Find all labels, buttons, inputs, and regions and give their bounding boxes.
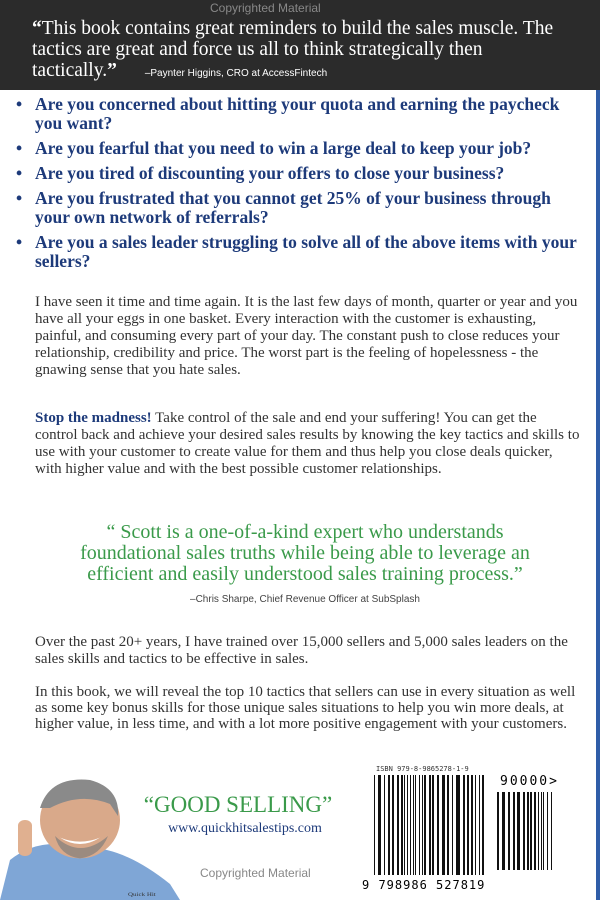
barcode-bar bbox=[463, 775, 465, 875]
shirt-logo: Quick Hit bbox=[128, 891, 156, 898]
price-barcode bbox=[497, 792, 553, 870]
barcode-bar bbox=[547, 792, 548, 870]
barcode-bar bbox=[419, 775, 420, 875]
barcode-bar bbox=[401, 775, 402, 875]
top-quote-text: This book contains great reminders to build the sales muscle. The tactics are great and force us all to think strategically then tactically. bbox=[32, 18, 554, 81]
barcode-bar bbox=[407, 775, 408, 875]
barcode-bar bbox=[388, 775, 389, 875]
barcode-bar bbox=[374, 775, 375, 875]
barcode-bar bbox=[467, 775, 469, 875]
mid-quote-text: “ Scott is a one-of-a-kind expert who understands foundational sales truths while being able to leverage an efficient and easily understood sales training process.” bbox=[80, 521, 530, 585]
edge-stripe bbox=[596, 90, 600, 900]
website-link[interactable]: www.quickhitsalestips.com bbox=[168, 821, 322, 836]
paragraph-3: Over the past 20+ years, I have trained over 15,000 sellers and 5,000 sales leaders on the sales skills and tactics to be effective in sales. bbox=[35, 634, 568, 667]
barcode-bar bbox=[429, 775, 430, 875]
barcode-bar bbox=[452, 775, 453, 875]
barcode-bar bbox=[413, 775, 414, 875]
paragraph-2-lead: Stop the madness! bbox=[35, 410, 152, 426]
barcode-bar bbox=[456, 775, 457, 875]
barcode-bar bbox=[384, 775, 385, 875]
barcode-bar bbox=[447, 775, 449, 875]
barcode-bar bbox=[424, 775, 426, 875]
paragraph-2-body: Take control of the sale and end your suffering! You can get the control back and achieve your desired sales results by knowing the key tactics and skills to use with your customer to create value for them and thus help you close deals quicker, with higher value and with the best possible customer relationships. bbox=[35, 410, 580, 477]
barcode-bar bbox=[410, 775, 411, 875]
barcode-bar bbox=[523, 792, 526, 870]
barcode-bar bbox=[442, 775, 443, 875]
barcode-bar bbox=[538, 792, 539, 870]
mid-quote-attribution: –Chris Sharpe, Chief Revenue Officer at SubSplash bbox=[190, 594, 420, 605]
barcode-bar bbox=[437, 775, 438, 875]
barcode-bar bbox=[404, 775, 405, 875]
question-item: • Are you tired of discounting your offers to close your business? bbox=[14, 164, 584, 183]
barcode-bar bbox=[527, 792, 529, 870]
barcode-bar bbox=[475, 775, 476, 875]
barcode-bar bbox=[457, 775, 459, 875]
watermark-bottom: Copyrighted Material bbox=[200, 866, 311, 880]
barcode-bar bbox=[541, 792, 542, 870]
barcode bbox=[374, 775, 487, 875]
paragraph-1: I have seen it time and time again. It is the last few days of month, quarter or year and you have all your eggs in one basket. Every interaction with the customer is exhausting, painful, and consuming every part of your day. The constant push to close reduces your relationship, credibility and price. The worst part is the feeling of hopelessness - the gnawing sense that you hate sales. bbox=[35, 294, 578, 378]
mid-quote bbox=[70, 522, 540, 610]
isbn-text: ISBN 979-8-9865278-1-9 bbox=[376, 765, 469, 773]
barcode-bar bbox=[517, 792, 520, 870]
barcode-bar bbox=[551, 792, 552, 870]
question-item: • Are you concerned about hitting your quota and earning the paycheck you want? bbox=[14, 95, 584, 133]
barcode-bar bbox=[479, 775, 480, 875]
barcode-bar bbox=[534, 792, 536, 870]
open-quote: “ bbox=[32, 18, 42, 39]
question-item: • Are you a sales leader struggling to solve all of the above items with your sellers? bbox=[14, 233, 584, 271]
paragraph-4: In this book, we will reveal the top 10 tactics that sellers can use in every situation as well as some key bonus skills for those unique sales situations to help you win more deals, at higher value, in less time, and with a lot more positive engagement with your customers. bbox=[35, 684, 576, 732]
question-list bbox=[14, 95, 584, 277]
barcode-bar bbox=[508, 792, 510, 870]
barcode-bar bbox=[415, 775, 416, 875]
barcode-bar bbox=[422, 775, 423, 875]
question-item: • Are you fearful that you need to win a large deal to keep your job? bbox=[14, 139, 584, 158]
tagline: “GOOD SELLING” bbox=[143, 792, 333, 817]
barcode-bar bbox=[482, 775, 483, 875]
top-quote-attribution: –Paynter Higgins, CRO at AccessFintech bbox=[144, 68, 328, 79]
close-quote: ” bbox=[107, 60, 117, 81]
price-code: 90000> bbox=[500, 774, 559, 789]
barcode-bar bbox=[397, 775, 399, 875]
barcode-bar bbox=[392, 775, 394, 875]
barcode-bar bbox=[543, 792, 544, 870]
barcode-bar bbox=[513, 792, 515, 870]
question-item: • Are you frustrated that you cannot get 25% of your business through your own network of referrals? bbox=[14, 189, 584, 227]
barcode-bar bbox=[432, 775, 434, 875]
barcode-bar bbox=[471, 775, 473, 875]
paragraph-2 bbox=[35, 410, 580, 478]
barcode-bar bbox=[497, 792, 499, 870]
barcode-bar bbox=[502, 792, 505, 870]
barcode-bar bbox=[530, 792, 532, 870]
barcode-number: 9 798986 527819 bbox=[362, 878, 486, 892]
barcode-bar bbox=[443, 775, 444, 875]
barcode-bar bbox=[378, 775, 380, 875]
watermark-top: Copyrighted Material bbox=[210, 1, 321, 15]
